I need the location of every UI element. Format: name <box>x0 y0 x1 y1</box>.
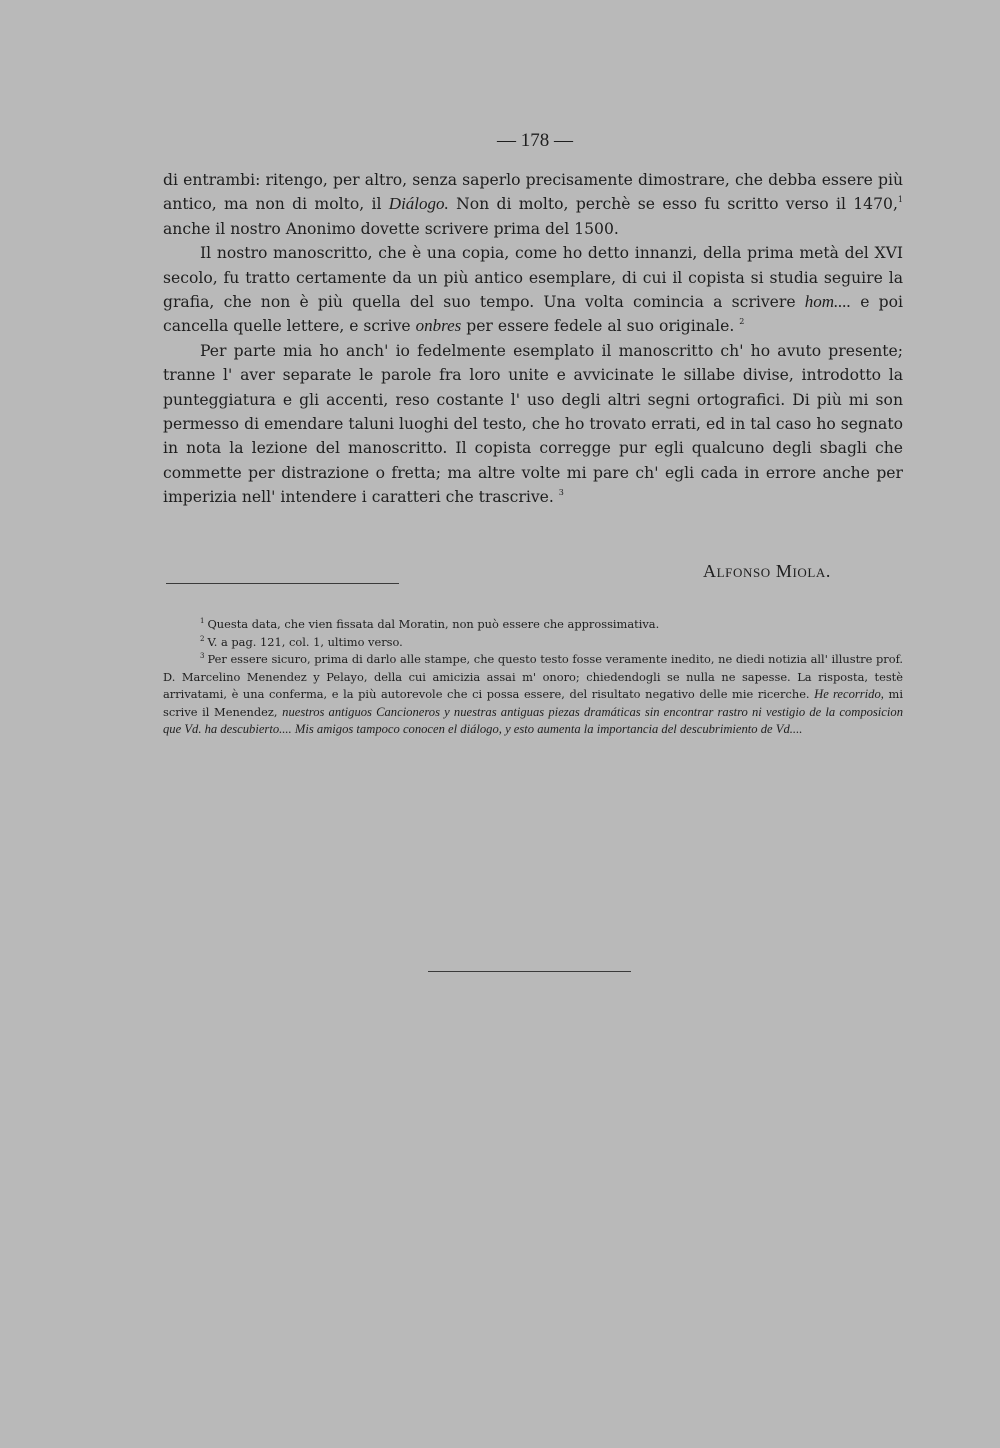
paragraph-text: Per parte mia ho anch' io fedelmente esemplato il manoscritto ch' ho avuto presente; tranne l' aver separate le parole fra loro unite e avvicinate le sillabe divise, introdotto la punteggiatura e gli accenti, reso costante l' uso degli altri segni ortografici. Di più mi son permesso di emendare taluni luoghi del testo, che ho trovato errati, ed in tal caso ho segnato in nota la lezione del manoscritto. Il copista corregge pur egli qualcuno degli sbagli che commette per distrazione o fretta; ma altre volte mi pare ch' egli cada in errore anche per imperizia nell' intendere i caratteri che trascrive. <box>163 341 903 507</box>
footnote-divider <box>166 583 399 584</box>
italic-word: onbres <box>415 316 462 336</box>
footnotes <box>163 616 903 739</box>
footnote-text: Questa data, che vien fissata dal Moratin, non può essere che approssimativa. <box>207 617 660 631</box>
page-number: — 178 — <box>497 130 573 151</box>
italic-word: hom.... <box>804 292 852 312</box>
footnote <box>163 651 903 739</box>
paragraph-text: di entrambi: ritengo, per altro, senza saperlo precisamente dimostrare, che debba essere più antico, ma non di molto, il <box>163 171 903 214</box>
footnote-marker: 1 <box>200 617 205 625</box>
author-signature: Alfonso Miola. <box>703 561 832 581</box>
footnote-ref: 1 <box>897 195 903 205</box>
footnote-marker: 3 <box>200 652 205 660</box>
paragraph <box>163 339 903 510</box>
footnote-text: mi scrive il Menendez, <box>163 687 903 719</box>
footnote-ref: 2 <box>739 317 745 327</box>
paragraph <box>163 168 903 241</box>
paragraph-text: Il nostro manoscritto, che è una copia, come ho detto innanzi, della prima metà del XVI secolo, fu tratto certamente da un più antico esemplare, di cui il copista si studia seguire la grafia, che non è più quella del suo tempo. Una volta comincia a scrivere <box>163 244 903 312</box>
paragraph-text: e poi cancella quelle lettere, e scrive <box>163 293 904 336</box>
footnote-ref: 3 <box>558 488 564 498</box>
paragraph-text: Non di molto, perchè se esso fu scritto verso il 1470, <box>448 195 898 214</box>
main-text <box>163 168 903 510</box>
paragraph <box>163 241 903 339</box>
paragraph-text: per essere fedele al suo originale. <box>461 317 735 336</box>
footnote-text: V. a pag. 121, col. 1, ultimo verso. <box>207 634 403 649</box>
footnote-marker: 2 <box>200 634 205 643</box>
footnote <box>163 616 903 634</box>
end-divider <box>428 971 631 972</box>
footnote-text: Per essere sicuro, prima di darlo alle stampe, che questo testo fosse veramente inedito, ne diedi notizia all' illustre prof. D. Marcelino Menendez y Pelayo, della cui amicizia assai m' onoro; chiedendogli se nulla ne sapesse. La risposta, testè arrivatami, è una conferma, e la più autorevole che ci possa essere, del risultato negativo delle mie ricerche. <box>163 652 903 701</box>
footnote <box>163 634 903 652</box>
paragraph-text: anche il nostro Anonimo dovette scrivere prima del 1500. <box>163 219 619 238</box>
italic-title: Diálogo. <box>388 194 449 214</box>
italic-quote: He recorrido, <box>814 687 884 701</box>
italic-quote: nuestros antiguos Cancioneros y nuestras antiguas piezas dramáticas sin encontrar rastro ni vestigio de la composicion que Vd. ha descubierto.... Mis amigos tampoco conocen el diálogo, y esto aumenta la importancia del descubrimiento de Vd.... <box>163 704 903 736</box>
